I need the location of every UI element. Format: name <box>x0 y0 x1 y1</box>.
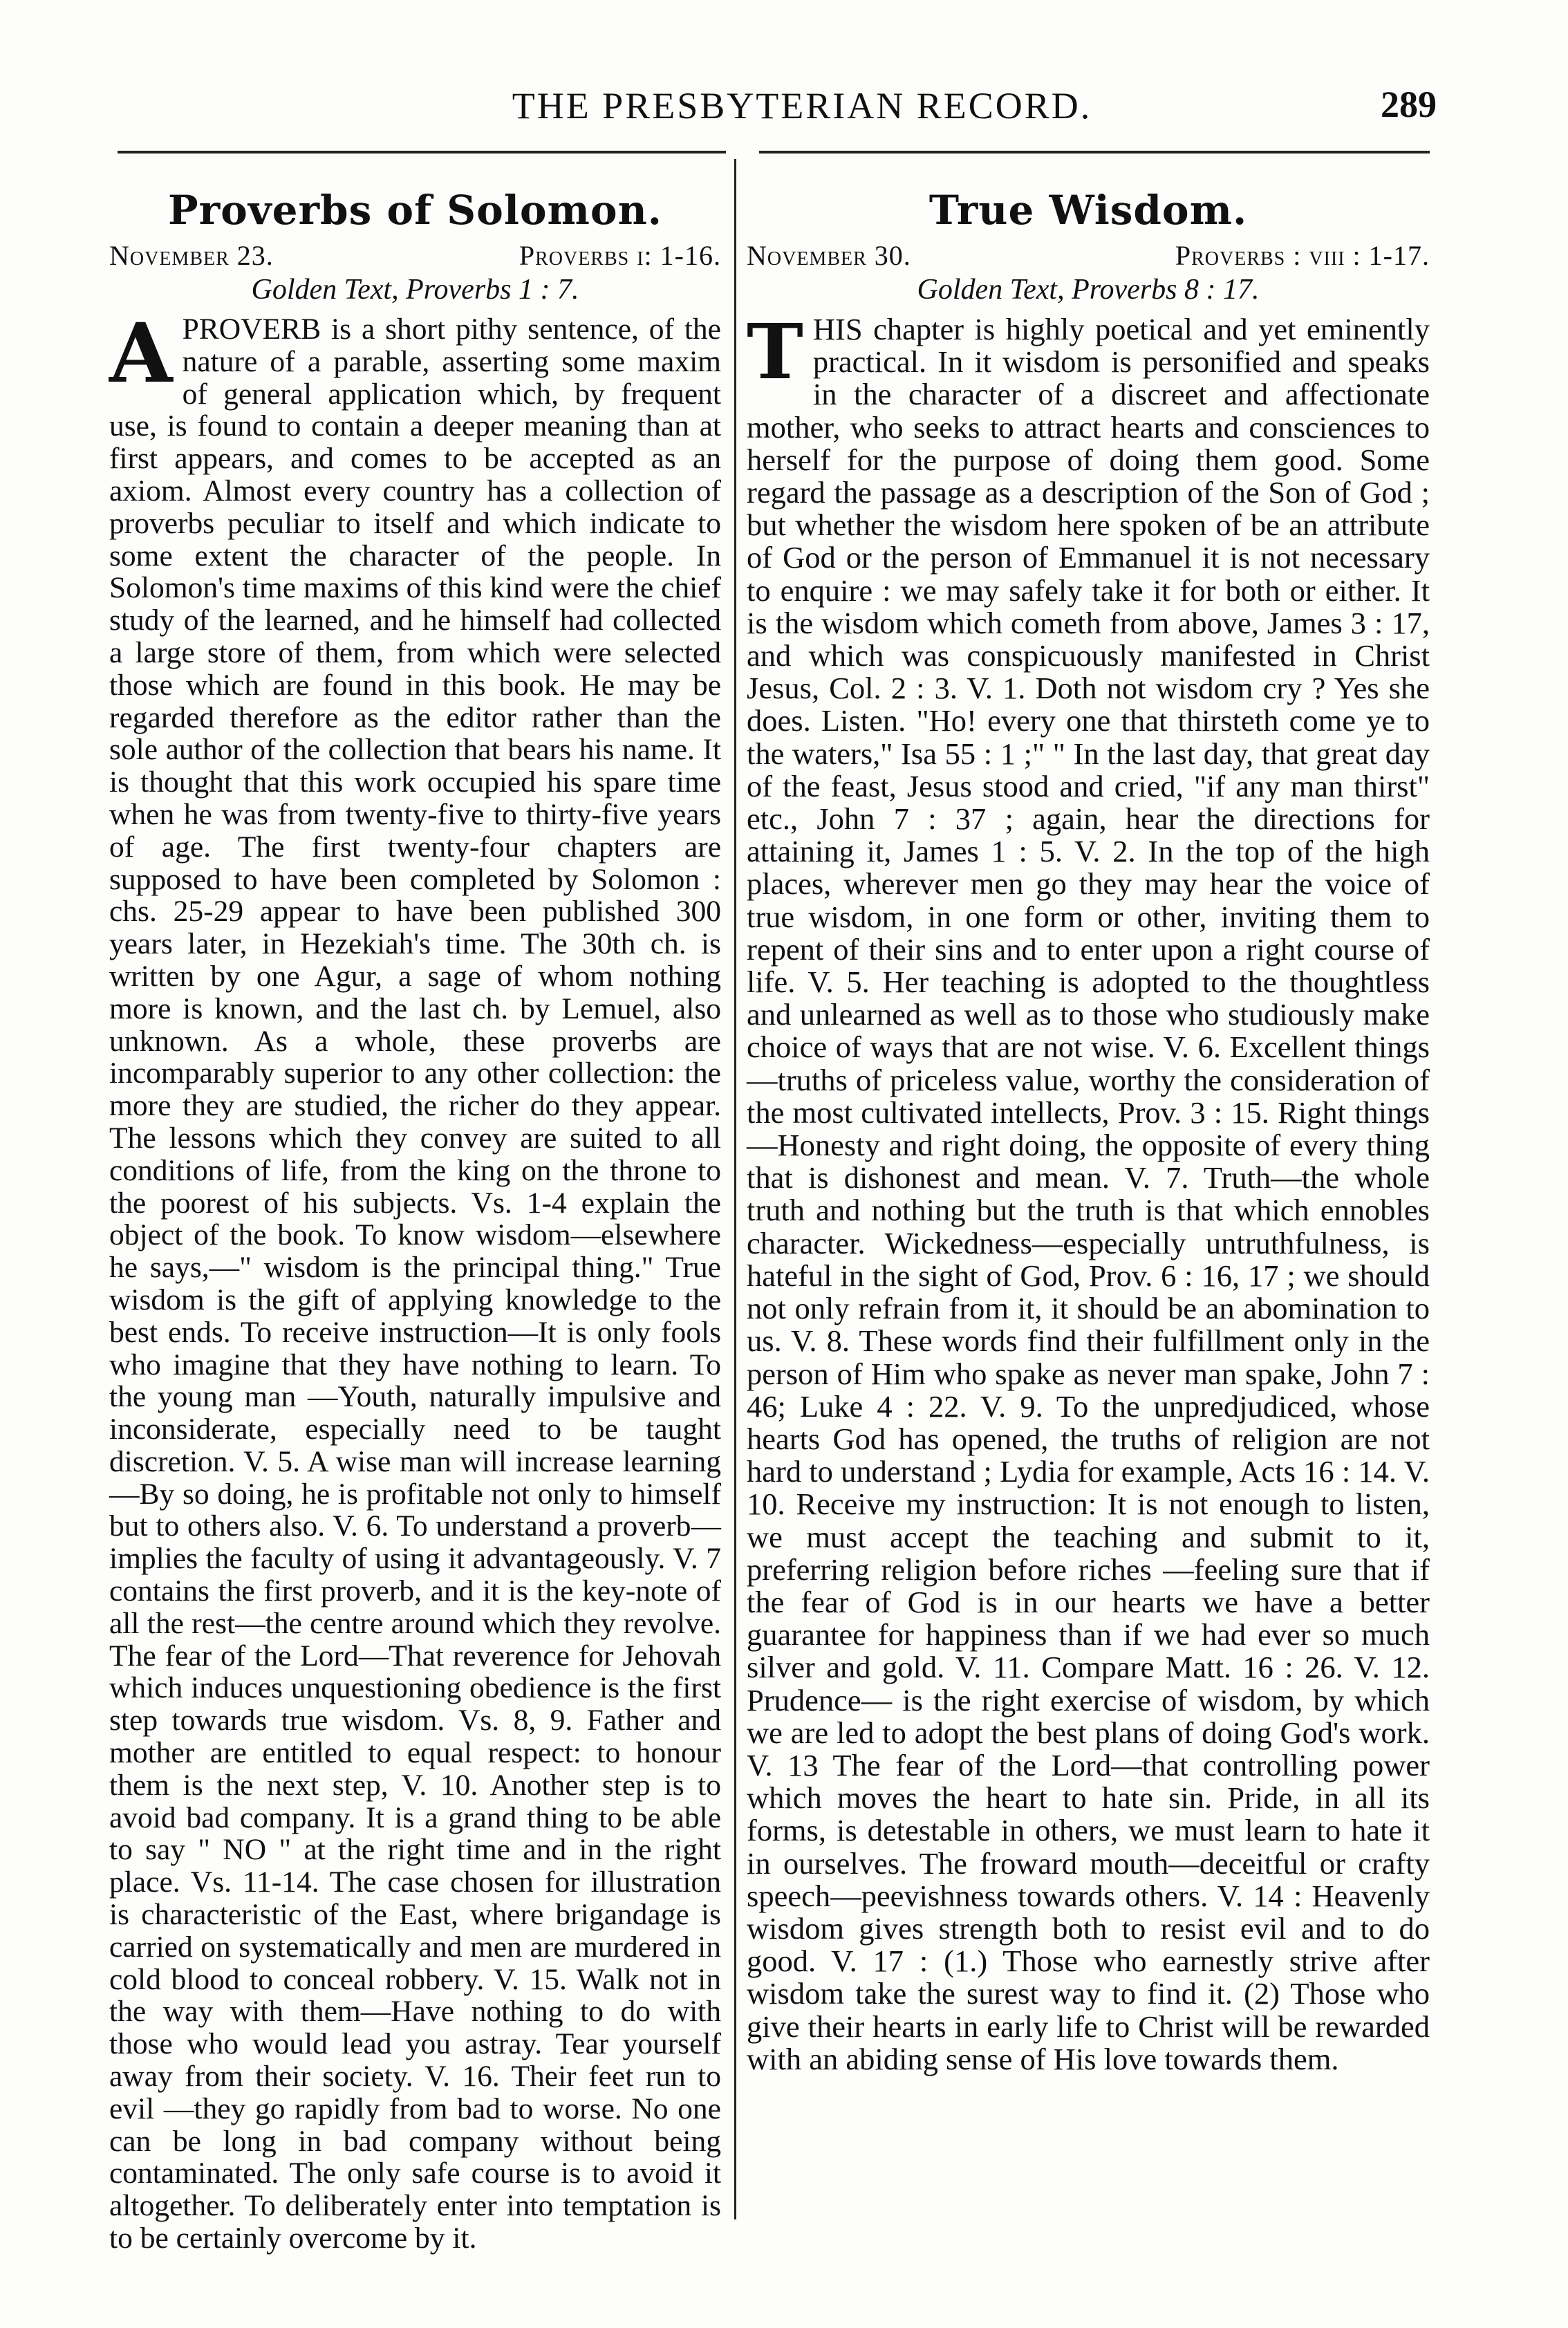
lesson-body <box>109 305 721 2255</box>
lesson-reference: Proverbs : viii : 1-17. <box>1175 240 1430 271</box>
drop-cap: A <box>109 305 173 401</box>
running-head-title: THE PRESBYTERIAN RECORD. <box>512 85 1092 127</box>
lesson-reference: Proverbs i: 1-16. <box>519 240 721 271</box>
lesson-date: November 23. <box>109 240 274 271</box>
lesson-true-wisdom <box>747 173 1430 2076</box>
column-divider <box>734 159 736 2219</box>
lesson-title: Proverbs of Solomon. <box>168 187 662 234</box>
lesson-proverbs-of-solomon <box>109 173 721 2255</box>
lesson-meta <box>109 239 721 272</box>
lesson-title: True Wisdom. <box>928 187 1248 234</box>
golden-text: Golden Text, Proverbs 1 : 7. <box>251 274 579 306</box>
page-number: 289 <box>1381 84 1437 125</box>
golden-text: Golden Text, Proverbs 8 : 17. <box>917 274 1260 306</box>
lesson-meta <box>747 239 1430 272</box>
lesson-body <box>747 307 1430 2076</box>
drop-cap: T <box>747 307 803 396</box>
lesson-body-text: PROVERB is a short pithy sentence, of the nature of a parable, asserting some maxim of general application which, by frequent use, is found to contain a deeper meaning than at first appears, and comes to be accepted as an axiom. Almost every country has a collection of proverbs peculiar to itself and which indicate to some extent the character of the people. In Solomon's time maxims of this kind were the chief study of the learned, and he himself had collected a large store of them, from which were selected those which are found in this book. He may be regarded therefore as the editor rather than the sole author of the collection that bears his name. It is thought that this work occupied his spare time when he was from twenty-five to thirty-five years of age. The first twenty-four chapters are supposed to have been completed by Solomon : chs. 25-29 appear to have been published 300 years later, in Hezekiah's time. The 30th ch. is written by one Agur, a sage of whom nothing more is known, and the last ch. by Lemuel, also unknown. As a whole, these proverbs are incomparably superior to any other collection: the more they are studied, the richer do they appear. The lessons which they convey are suited to all conditions of life, from the king on the throne to the poorest of his subjects. Vs. 1-4 explain the object of the book. To know wisdom—elsewhere he says,—" wisdom is the principal thing." True wisdom is the gift of applying knowledge to the best ends. To receive instruction—It is only fools who imagine that they have nothing to learn. To the young man —Youth, naturally impulsive and inconsiderate, especially need to be taught discretion. V. 5. A wise man will increase learning—By so doing, he is profitable not only to himself but to others also. V. 6. To understand a proverb—implies the faculty of using it advantageously. V. 7 contains the first proverb, and it is the key-note of all the rest—the centre around which they revolve. The fear of the Lord—That reverence for Jehovah which induces unquestioning obedience is the first step towards true wisdom. Vs. 8, 9. Father and mother are entitled to equal respect: to honour them is the next step, V. 10. Another step is to avoid bad company. It is a grand thing to be able to say " NO " at the right time and in the right place. Vs. 11-14. The case chosen for illustration is characteristic of the East, where brigandage is carried on systematically and men are murdered in cold blood to conceal robbery. V. 15. Walk not in the way with them—Have nothing to do with those who would lead you astray. Tear yourself away from their society. V. 16. Their feet run to evil —they go rapidly from bad to worse. No one can be long in bad company without being contaminated. The only safe course is to avoid it altogether. To deliberately enter into temptation is to be certainly overcome by it. <box>109 313 721 2255</box>
header-rule-left <box>118 151 726 153</box>
lesson-body-text: HIS chapter is highly poetical and yet eminently practical. In it wisdom is personified and speaks in the character of a discreet and affectionate mother, who seeks to attract hearts and consciences to herself for the purpose of doing them good. Some regard the passage as a description of the Son of God ; but whether the wisdom here spoken of be an attribute of God or the person of Emmanuel it is not necessary to enquire : we may safely take it for both or either. It is the wisdom which cometh from above, James 3 : 17, and which was conspicuously manifested in Christ Jesus, Col. 2 : 3. V. 1. Doth not wisdom cry ? Yes she does. Listen. "Ho! every one that thirsteth come ye to the waters," Isa 55 : 1 ;" " In the last day, that great day of the feast, Jesus stood and cried, "if any man thirst" etc., John 7 : 37 ; again, hear the directions for attaining it, James 1 : 5. V. 2. In the top of the high places, wherever men go they may hear the voice of true wisdom, in one form or other, inviting them to repent of their sins and to enter upon a right course of life. V. 5. Her teaching is adopted to the thoughtless and unlearned as well as to those who studiously make choice of ways that are not wise. V. 6. Excellent things—truths of priceless value, worthy the consideration of the most cultivated intellects, Prov. 3 : 15. Right things—Honesty and right doing, the opposite of every thing that is dishonest and mean. V. 7. Truth—the whole truth and nothing but the truth is that which ennobles character. Wickedness—especially untruthfulness, is hateful in the sight of God, Prov. 6 : 16, 17 ; we should not only refrain from it, it should be an abomination to us. V. 8. These words find their fulfillment only in the person of Him who spake as never man spake, John 7 : 46; Luke 4 : 22. V. 9. To the unpredjudiced, whose hearts God has opened, the truths of religion are not hard to understand ; Lydia for example, Acts 16 : 14. V. 10. Receive my instruction: It is not enough to listen, we must accept the teaching and submit to it, preferring religion before riches —feeling sure that if the fear of God is in our hearts we have a better guarantee for happiness than if we had ever so much silver and gold. V. 11. Compare Matt. 16 : 26. V. 12. Prudence— is the right exercise of wisdom, by which we are led to adopt the best plans of doing God's work. V. 13 The fear of the Lord—that controlling power which moves the heart to hate sin. Pride, in all its forms, is detestable in others, we must learn to hate it in ourselves. The froward mouth—deceitful or crafty speech—peevishness towards others. V. 14 : Heavenly wisdom gives strength both to resist evil and to do good. V. 17 : (1.) Those who earnestly strive after wisdom take the surest way to find it. (2) Those who give their hearts in early life to Christ will be rewarded with an abiding sense of His love towards them. <box>747 312 1430 2076</box>
header-rule-right <box>759 151 1430 153</box>
lesson-date: November 30. <box>747 240 911 271</box>
